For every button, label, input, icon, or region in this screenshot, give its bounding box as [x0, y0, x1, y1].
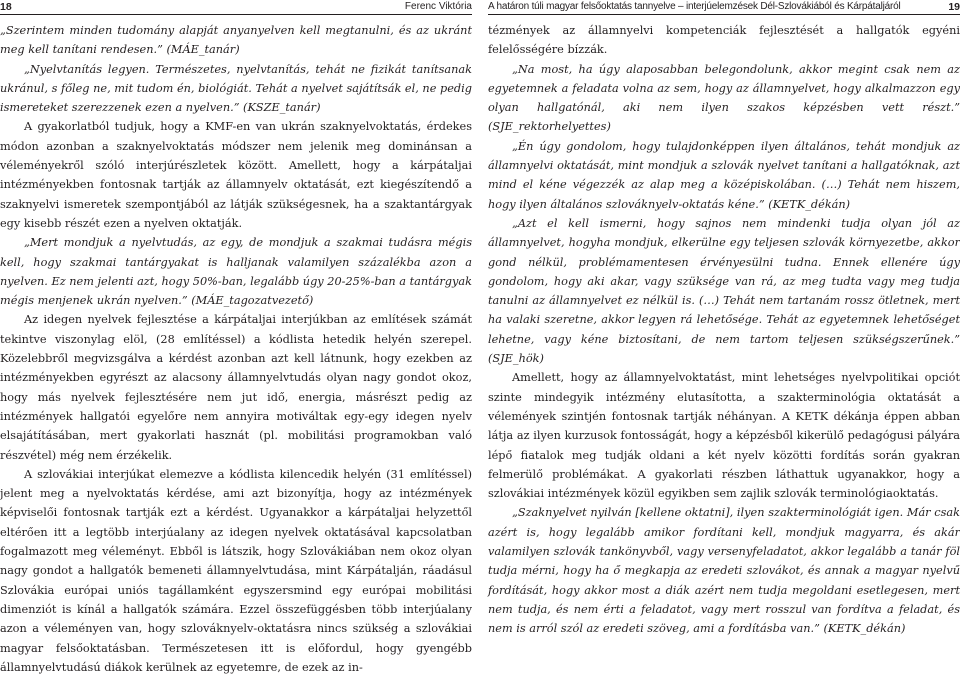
right-page [488, 0, 960, 658]
paragraph [0, 310, 472, 464]
paragraph [488, 368, 960, 503]
body-text: A szlovákiai interjúkat elemezve a kódlista kilencedik helyén (31 említéssel) jelent meg a nyelvoktatás kérdése, ami azt bizonyítja, hogy az intézmények képviselői fontosnak tartják ezt a kérdést. Ugyanakkor a kárpátaljai helyzettől eltérően itt a legtöbb interjúalany az idegen nyelvek oktatásával kapcsolatban fogalmazott meg véleményt. Ebből is látszik, hogy Szlovákiában nem okoz olyan nagy gondot a hallgatók bemeneti államnyelvtudása, mint Kárpátalján, ráadásul Szlovákia európai uniós tagállamként egyszersmind egy európai mobilitási dimenziót is kínál a hallgatók számára. Ezzel összefüggésben több interjúalany azon a véleményen van, hogy szlováknyelv-oktatásra nincs szükség a szlovákiai magyar felsőoktatásban. Természetesen itt is előfordul, hogy gyengébb államnyelvtudású diákok kerülnek az egyetemre, de ezek az in- [0, 467, 472, 674]
paragraph [488, 60, 960, 137]
interview-quote: „Nyelvtanítás legyen. Természetes, nyelvtanítás, tehát ne fizikát tanítsanak ukránul, s főleg ne, mit tudom én, biológiát. Tehát a nyelvet sajátítsák el, ne pedig ismereteket szerezzenek ezen a nyelven.” (KSZE_tanár) [0, 62, 472, 115]
interview-quote: „Na most, ha úgy alaposabban belegondolunk, akkor megint csak nem az egyetemnek a feladata volna az sem, hogy az államnyelvet, hogy alkalmazzon egy olyan hallgatónál, aki nem ilyen szakos képzésben vett részt.” (SJE_rektorhelyettes) [488, 62, 960, 134]
paragraph [0, 60, 472, 118]
paragraph [488, 214, 960, 368]
running-head-author: Ferenc Viktória [404, 1, 472, 12]
body-text: Az idegen nyelvek fejlesztése a kárpátaljai interjúkban az említések számát tekintve viszonylag elöl, (28 említéssel) a kódlista hetedik helyén szerepel. Közelebbről megvizsgálva a kérdést azonban azt kell látnunk, hogy ezekben az intézményekben egyrészt az alacsony államnyelvtudás olyan nagy gondot okoz, hogy más nyelvek fejlesztésére nem jut idő, energia, másrészt pedig az intézmények hallgatói egyelőre nem annyira motiváltak egy-egy idegen nyelv elsajátításában, mert gyakorlati hasznát (pl. mobilitási programokban való részvétel) még nem érzékelik. [0, 313, 472, 462]
left-page [0, 0, 472, 674]
paragraph [488, 21, 960, 60]
interview-quote: „Azt el kell ismerni, hogy sajnos nem mindenki tudja olyan jól az államnyelvet, hogyha mondjuk, elkerülne egy teljesen szlovák környezetbe, akkor gond nélkül, problémamentesen érvényesülni tudna. Ennek ellenére úgy gondolom, hogy aki akar, vagy szüksége van rá, az meg tudta vagy meg tudja tanulni az államnyelvet ez nélkül is. (…) Tehát nem tartanám rossz ötletnek, mert ha valaki szeretne, akkor legyen rá lehetősége. Tehát az egyetemnek lehetőséget lehetne, vagy kéne biztosítani, de nem tartom teljesen szükségszerűnek.” (SJE_hök) [488, 216, 960, 366]
right-page-header [488, 0, 960, 15]
running-head-title: A határon túli magyar felsőoktatás tannyelve – interjúelemzések Dél-Szlovákiából és Kárpátaljáról [488, 1, 901, 12]
page-number: 19 [948, 1, 960, 13]
paragraph [488, 503, 960, 638]
paragraph [488, 137, 960, 214]
paragraph [0, 21, 472, 60]
left-page-body [0, 21, 472, 677]
paragraph [0, 117, 472, 233]
body-text: A gyakorlatból tudjuk, hogy a KMF-en van ukrán szaknyelvoktatás, érdekes módon azonban a szaknyelvoktatás módszer nem jelenik meg dominánsan a véleményekről szóló interjúrészletek között. Amellett, hogy a kárpátaljai intézményekben fontosnak tartják az államnyelv oktatását, ezt kiegészítendő a szaknyelvi ismeretek szempontjából az látják szükségesnek, ha a szaktantárgyak egy kisebb részét ezen a nyelven oktatják. [0, 120, 472, 230]
paragraph [0, 233, 472, 310]
body-text: Amellett, hogy az államnyelvoktatást, mint lehetséges nyelvpolitikai opciót szinte mindegyik intézmény elutasította, a szakterminológia oktatását a vélemények szintjén fontosnak tartják néhányan. A KETK dékánja éppen abban látja az ilyen kurzusok fontosságát, hogy a képzésből kikerülő pedagógusi pályára lépő fiatalok meg tudják oldani a két nyelv közötti fordítás során gyakran felmerülő problémákat. A gyakorlati részben láthattuk ugyanakkor, hogy a szlovákiai intézmények közül egyikben sem zajlik szlovák terminológiaoktatás. [488, 371, 960, 501]
right-page-body [488, 21, 960, 639]
page-number: 18 [0, 1, 12, 13]
interview-quote: „Én úgy gondolom, hogy tulajdonképpen ilyen általános, tehát mondjuk az államnyelvi oktatását, mint mondjuk a szlovák nyelvet tanítani a hallgatóknak, azt mind el kéne végezzék az alap meg a középiskolában. (…) Tehát nem hiszem, hogy ilyen általános szlováknyelv-oktatás kéne.” (KETK_dékán) [488, 139, 960, 211]
left-page-header [0, 0, 472, 15]
body-text: tézmények az államnyelvi kompetenciák fejlesztését a hallgatók egyéni felelősségére bízzák. [488, 24, 960, 57]
interview-quote: „Mert mondjuk a nyelvtudás, az egy, de mondjuk a szakmai tudásra mégis kell, hogy szakmai tantárgyakat is halljanak valamilyen százalékba azon a nyelven. Ez nem jelenti azt, hogy 50%-ban, legalább úgy 20-25%-ban a tantárgyak mégis menjenek ukrán nyelven.” (MÁE_tagozatvezető) [0, 236, 472, 308]
interview-quote: „Szerintem minden tudomány alapját anyanyelven kell megtanulni, és az ukránt meg kell tanítani rendesen.” (MÁE_tanár) [0, 24, 472, 57]
interview-quote: „Szaknyelvet nyilván [kellene oktatni], ilyen szakterminológiát igen. Már csak azért is, hogy legalább amikor fordítani kell, mondjuk magyarra, és akár valamilyen szlovák tankönyvből, vagy versenyfeladatot, akkor legalább a tanár föl tudja mérni, hogy ha ő megkapja az eredeti szlovákot, és annak a magyar nyelvű fordítását, hogy akkor most a diák azért nem tudja megoldani esetlegesen, mert nem tudja, és nem érti a feladatot, vagy mert rosszul van fordítva a feladat, és nem is arról szól az eredeti szöveg, ami a fordításba van.” (KETK_dékán) [488, 506, 960, 636]
paragraph [0, 465, 472, 677]
